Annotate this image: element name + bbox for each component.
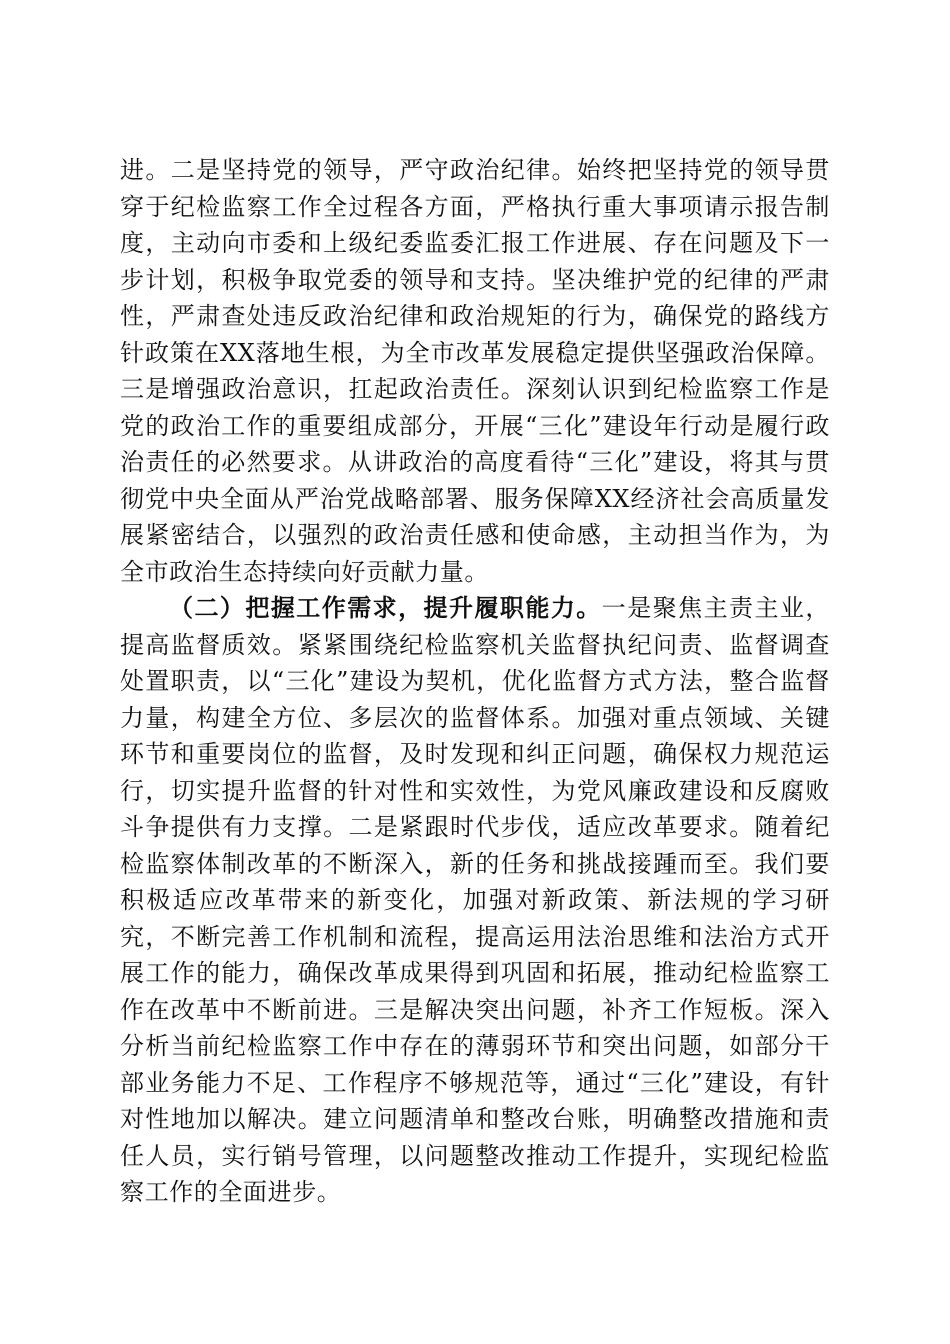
paragraph-continuation [120, 152, 830, 590]
paragraph-section-2 [120, 590, 830, 1211]
section-2-body: 一是聚焦主责主业，提高监督质效。紧紧围绕纪检监察机关监督执纪问责、监督调查处置职责，以“三化”建设为契机，优化监督方式方法，整合监督力量，构建全方位、多层次的监督体系。加强对重点领域、关键环节和重要岗位的监督，及时发现和纠正问题，确保权力规范运行，切实提升监督的针对性和实效性，为党风廉政建设和反腐败斗争提供有力支撑。二是紧跟时代步伐，适应改革要求。随着纪检监察体制改革的不断深入，新的任务和挑战接踵而至。我们要积极适应改革带来的新变化，加强对新政策、新法规的学习研究，不断完善工作机制和流程，提高运用法治思维和法治方式开展工作的能力，确保改革成果得到巩固和拓展，推动纪检监察工作在改革中不断前进。三是解决突出问题，补齐工作短板。深入分析当前纪检监察工作中存在的薄弱环节和突出问题，如部分干部业务能力不足、工作程序不够规范等，通过“三化”建设，有针对性地加以解决。建立问题清单和整改台账，明确整改措施和责任人员，实行销号管理，以问题整改推动工作提升，实现纪检监察工作的全面进步。 [120, 594, 830, 1206]
document-body [120, 152, 830, 1211]
paragraph-1-text: 进。二是坚持党的领导，严守政治纪律。始终把坚持党的领导贯穿于纪检监察工作全过程各方面，严格执行重大事项请示报告制度，主动向市委和上级纪委监委汇报工作进展、存在问题及下一步计划，积极争取党委的领导和支持。坚决维护党的纪律的严肃性，严肃查处违反政治纪律和政治规矩的行为，确保党的路线方针政策在XX落地生根，为全市改革发展稳定提供坚强政治保障。三是增强政治意识，扛起政治责任。深刻认识到纪检监察工作是党的政治工作的重要组成部分，开展“三化”建设年行动是履行政治责任的必然要求。从讲政治的高度看待“三化”建设，将其与贯彻党中央全面从严治党战略部署、服务保障XX经济社会高质量发展紧密结合，以强烈的政治责任感和使命感，主动担当作为，为全市政治生态持续向好贡献力量。 [120, 156, 830, 586]
section-2-heading: （二）把握工作需求，提升履职能力。 [169, 593, 602, 622]
